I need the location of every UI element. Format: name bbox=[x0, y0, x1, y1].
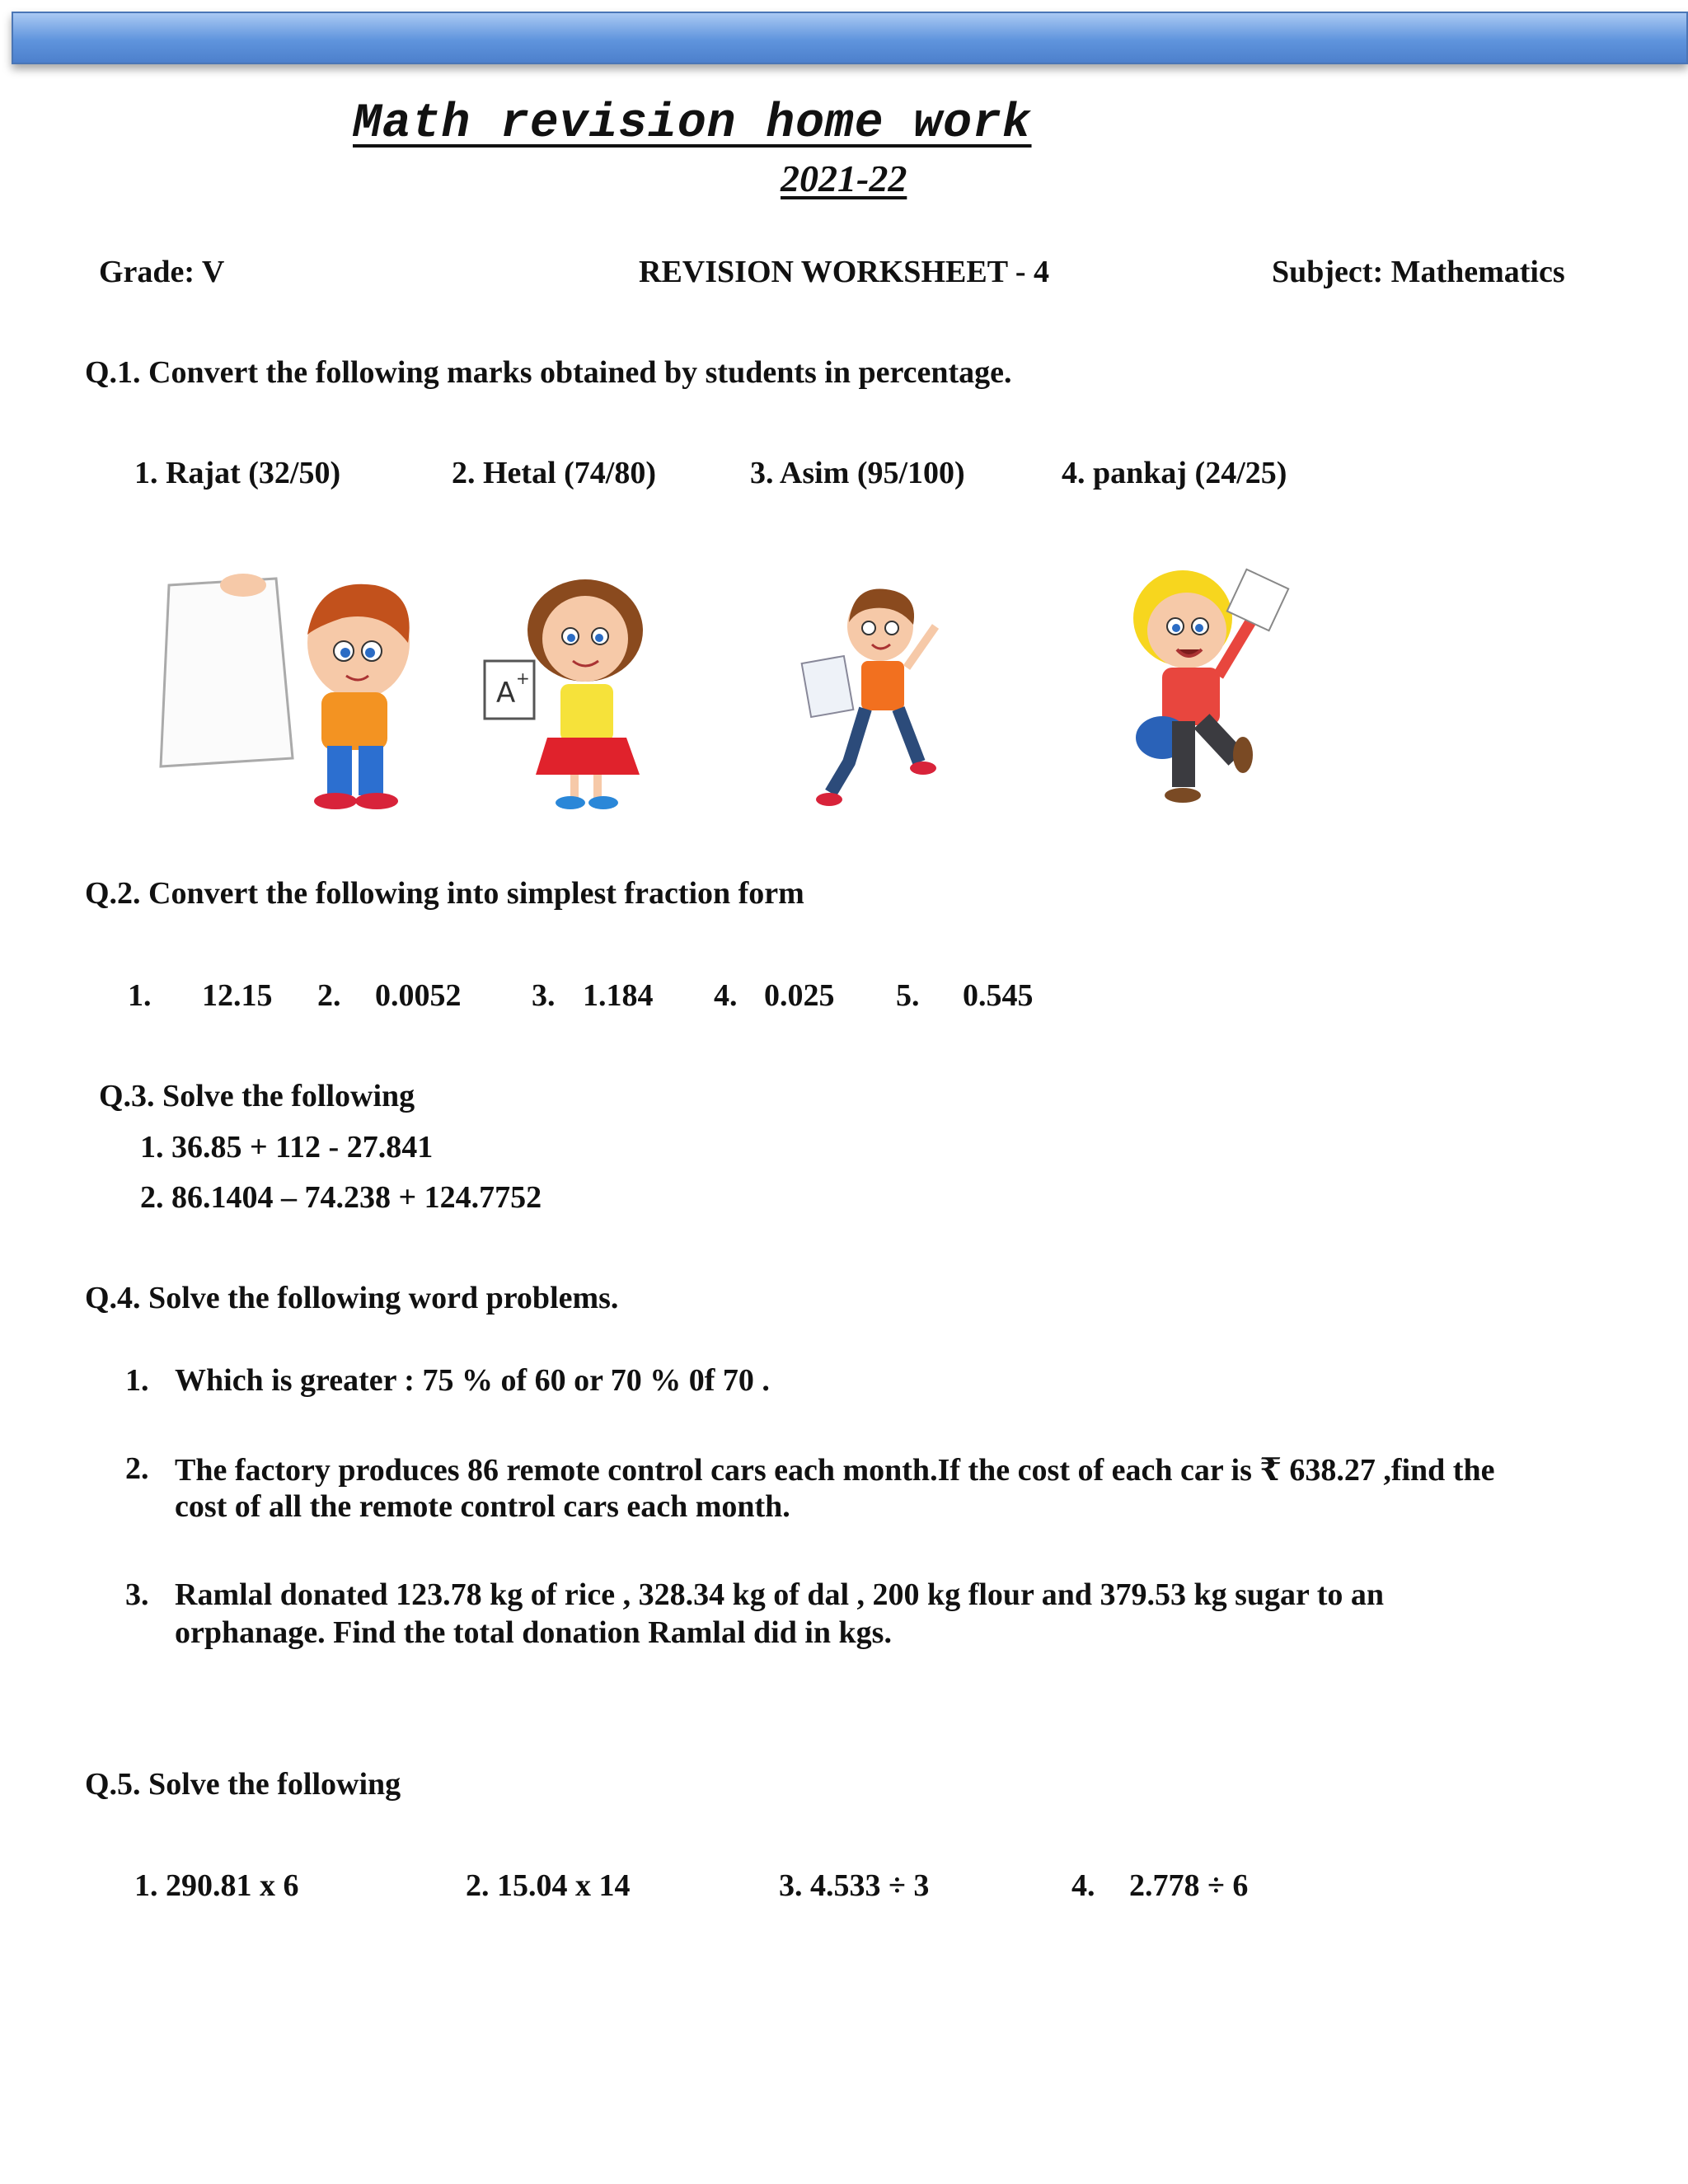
q1-item: 2. Hetal (74/80) bbox=[452, 456, 657, 490]
boy-jumping-with-report-illustration bbox=[783, 577, 973, 816]
q2-item-number: 5. bbox=[896, 978, 920, 1013]
q4-item-number: 2. bbox=[125, 1451, 149, 1486]
subject-label: Subject: Mathematics bbox=[1272, 255, 1565, 289]
top-banner-bar bbox=[12, 12, 1688, 64]
svg-text:A: A bbox=[496, 677, 516, 710]
girl-with-A-plus-paper-illustration bbox=[478, 569, 668, 816]
q1-item: 1. Rajat (32/50) bbox=[134, 456, 341, 490]
q2-item-value: 0.545 bbox=[963, 978, 1034, 1013]
q5-item-number: 4. bbox=[1071, 1868, 1095, 1903]
q4-item-number: 1. bbox=[125, 1363, 149, 1398]
q4-item-text: orphanage. Find the total donation Ramlal did in kgs. bbox=[175, 1615, 892, 1650]
q3-heading: Q.3. Solve the following bbox=[99, 1079, 415, 1113]
page-title: Math revision home work bbox=[353, 97, 1032, 151]
q2-item-value: 0.025 bbox=[764, 978, 835, 1013]
boy-waving-paper-illustration bbox=[1104, 560, 1319, 816]
q2-item-number: 3. bbox=[532, 978, 556, 1013]
q5-heading: Q.5. Solve the following bbox=[85, 1767, 401, 1802]
q2-item-value: 1.184 bbox=[583, 978, 654, 1013]
academic-year: 2021-22 bbox=[781, 157, 907, 199]
q4-item-text: The factory produces 86 remote control cars each month.If the cost of each car is ₹ 638.27 ,find the bbox=[175, 1453, 1495, 1488]
q5-item: 1. 290.81 x 6 bbox=[134, 1868, 299, 1903]
boy-holding-paper-illustration bbox=[152, 569, 433, 816]
grade-label: Grade: V bbox=[99, 255, 225, 289]
q2-item-value: 0.0052 bbox=[375, 978, 462, 1013]
q4-item-text: Ramlal donated 123.78 kg of rice , 328.34 kg of dal , 200 kg flour and 379.53 kg sugar to an bbox=[175, 1577, 1385, 1612]
q5-item: 2.778 ÷ 6 bbox=[1129, 1868, 1249, 1903]
q3-item: 2. 86.1404 – 74.238 + 124.7752 bbox=[140, 1180, 542, 1215]
q1-item: 3. Asim (95/100) bbox=[750, 456, 965, 490]
worksheet-label: REVISION WORKSHEET - 4 bbox=[639, 255, 1050, 289]
q4-heading: Q.4. Solve the following word problems. bbox=[85, 1281, 619, 1315]
q2-item-number: 1. bbox=[128, 978, 152, 1013]
q1-heading: Q.1. Convert the following marks obtained by students in percentage. bbox=[85, 355, 1012, 390]
q3-item: 1. 36.85 + 112 - 27.841 bbox=[140, 1130, 434, 1165]
q4-item-text: cost of all the remote control cars each month. bbox=[175, 1489, 790, 1524]
q2-item-value: 12.15 bbox=[202, 978, 273, 1013]
q2-heading: Q.2. Convert the following into simplest fraction form bbox=[85, 876, 804, 911]
q2-item-number: 2. bbox=[317, 978, 341, 1013]
q4-item-text: Which is greater : 75 % of 60 or 70 % 0f 70 . bbox=[175, 1363, 770, 1398]
q5-item: 2. 15.04 x 14 bbox=[466, 1868, 631, 1903]
q1-item: 4. pankaj (24/25) bbox=[1062, 456, 1287, 490]
q5-item: 3. 4.533 ÷ 3 bbox=[779, 1868, 930, 1903]
q4-item-number: 3. bbox=[125, 1577, 149, 1612]
svg-text:+: + bbox=[516, 668, 530, 688]
q2-item-number: 4. bbox=[714, 978, 738, 1013]
